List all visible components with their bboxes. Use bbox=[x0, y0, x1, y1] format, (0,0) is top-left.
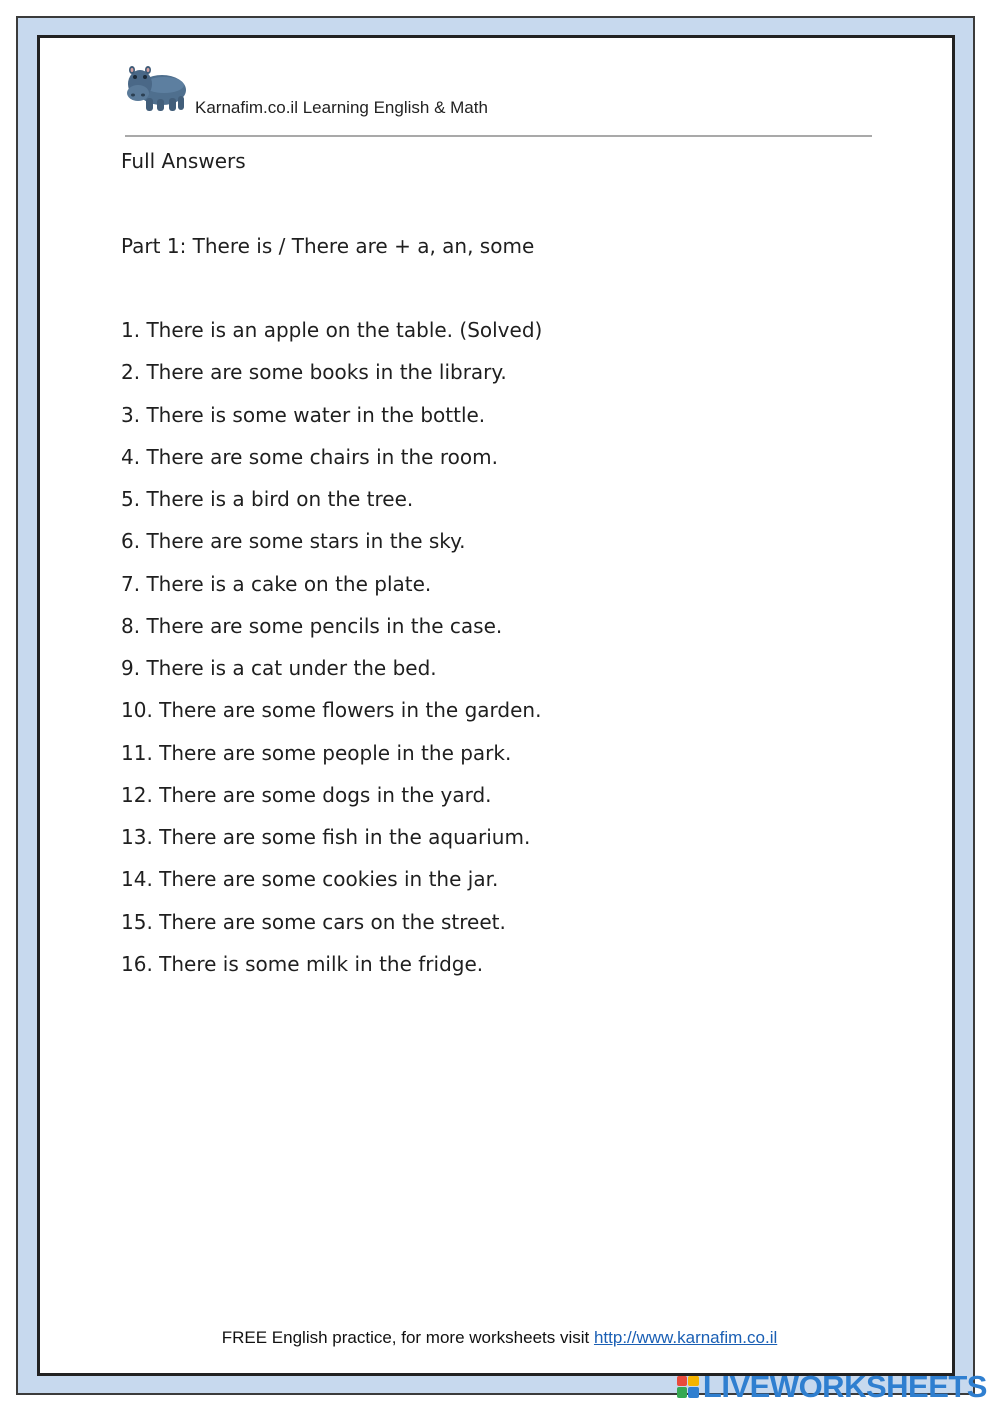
part-title: Part 1: There is / There are + a, an, some bbox=[121, 234, 535, 258]
answer-item: 9. There is a cat under the bed. bbox=[121, 656, 437, 680]
answer-item: 11. There are some people in the park. bbox=[121, 740, 512, 765]
answer-item: 15. There are some cars on the street. bbox=[121, 909, 506, 934]
header-divider bbox=[125, 135, 872, 137]
liveworksheets-watermark bbox=[677, 1371, 987, 1402]
liveworksheets-wordmark: LIVEWORKSHEETS bbox=[702, 1369, 987, 1404]
footer bbox=[0, 1328, 999, 1348]
site-name: Karnafim.co.il Learning English & Math bbox=[195, 98, 488, 117]
page-title: Full Answers bbox=[121, 149, 246, 173]
answer-item: 4. There are some chairs in the room. bbox=[121, 444, 498, 469]
answer-list bbox=[121, 315, 881, 991]
answer-item: 12. There are some dogs in the yard. bbox=[121, 782, 492, 807]
answer-item: 6. There are some stars in the sky. bbox=[121, 529, 466, 554]
answer-item: 10. There are some flowers in the garden. bbox=[121, 698, 542, 723]
answer-item: 8. There are some pencils in the case. bbox=[121, 613, 503, 638]
answer-item: 2. There are some books in the library. bbox=[121, 360, 507, 385]
footer-text: FREE English practice, for more worksheets visit bbox=[221, 1328, 594, 1347]
answer-item: 16. There is some milk in the fridge. bbox=[121, 951, 484, 976]
answer-item: 1. There is an apple on the table. (Solved) bbox=[121, 318, 543, 342]
worksheet-content bbox=[121, 146, 881, 991]
footer-link[interactable]: http://www.karnafim.co.il bbox=[593, 1328, 778, 1347]
answer-item: 5. There is a bird on the tree. bbox=[121, 487, 414, 511]
answer-item: 14. There are some cookies in the jar. bbox=[121, 867, 499, 892]
answer-item: 7. There is a cake on the plate. bbox=[121, 571, 432, 596]
answer-item: 3. There is some water in the bottle. bbox=[121, 402, 486, 427]
answer-item: 13. There are some fish in the aquarium. bbox=[121, 825, 531, 849]
liveworksheets-logo-icon bbox=[677, 1376, 699, 1398]
hippo-icon bbox=[124, 62, 188, 114]
